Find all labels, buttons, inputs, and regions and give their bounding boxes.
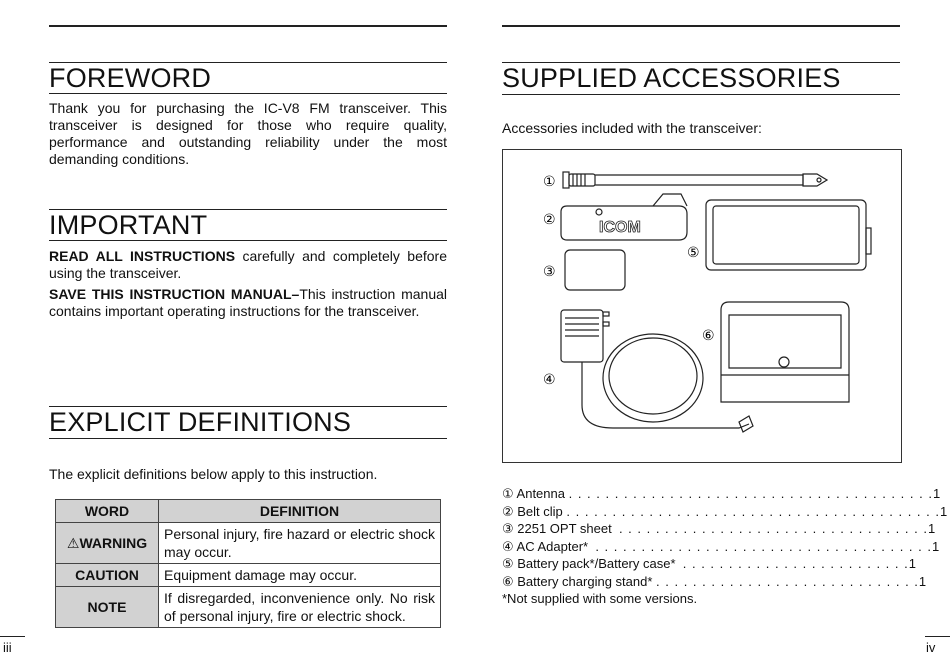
table-row xyxy=(56,523,441,564)
accessories-illustration xyxy=(502,149,902,463)
bottom-rule-right xyxy=(925,636,950,637)
list-item xyxy=(502,573,947,591)
list-item xyxy=(502,538,947,556)
foreword-underline xyxy=(49,93,447,94)
accessories-underline xyxy=(502,94,900,95)
list-item xyxy=(502,485,947,503)
important-p1-bold: READ ALL INSTRUCTIONS xyxy=(49,248,236,264)
page-number-right: iv xyxy=(926,640,936,655)
leader-dots: . . . . . . . . . . . . . . . . . . . . . . . . . xyxy=(682,556,909,571)
definition-note: If disregarded, inconvenience only. No risk of personal injury, fire or electric shock. xyxy=(159,587,441,628)
important-heading: IMPORTANT xyxy=(49,210,208,240)
definitions-heading: EXPLICIT DEFINITIONS xyxy=(49,407,352,437)
bottom-rule-left xyxy=(0,636,25,637)
col-definition-header: DEFINITION xyxy=(159,500,441,523)
word-note: NOTE xyxy=(56,587,159,628)
definition-caution: Equipment damage may occur. xyxy=(159,564,441,587)
word-caution: CAUTION xyxy=(56,564,159,587)
word-warning: ⚠WARNING xyxy=(56,523,159,564)
callout-5: ⑤ xyxy=(687,244,700,260)
callout-2: ② xyxy=(543,211,556,227)
definitions-underline xyxy=(49,438,447,439)
accessory-qty: 1 xyxy=(932,538,940,554)
callout-6: ⑥ xyxy=(702,327,715,343)
battery-pack-icon xyxy=(706,200,871,270)
foreword-heading: FOREWORD xyxy=(49,63,212,93)
col-word-header: WORD xyxy=(56,500,159,523)
accessory-label: ② Belt clip xyxy=(502,503,563,519)
accessory-label: ⑥ Battery charging stand* xyxy=(502,573,653,589)
list-item xyxy=(502,520,947,538)
leader-dots: . . . . . . . . . . . . . . . . . . . . . . . . . . . . . . . . . . . . . . . . . xyxy=(566,503,940,519)
accessories-heading: SUPPLIED ACCESSORIES xyxy=(502,63,841,93)
page-number-left: iii xyxy=(3,640,12,655)
table-header-row xyxy=(56,500,441,523)
accessory-qty: 1 xyxy=(927,521,936,536)
important-paragraph-1 xyxy=(49,248,447,282)
accessory-label: ③ 2251 OPT sheet xyxy=(502,521,612,536)
charging-stand-icon xyxy=(721,302,849,402)
important-p2-bold: SAVE THIS INSTRUCTION MANUAL– xyxy=(49,286,300,302)
leader-dots: . . . . . . . . . . . . . . . . . . . . . . . . . . . . . . . . . . xyxy=(618,521,928,536)
important-underline xyxy=(49,240,447,241)
belt-clip-icon xyxy=(561,194,687,240)
accessory-list xyxy=(502,485,947,608)
ac-adapter-icon xyxy=(561,310,753,432)
definitions-table xyxy=(55,499,441,628)
callout-1: ① xyxy=(543,173,556,189)
definitions-intro: The explicit definitions below apply to this instruction. xyxy=(49,466,378,482)
accessory-label: ④ AC Adapter* xyxy=(502,538,589,554)
leader-dots: . . . . . . . . . . . . . . . . . . . . . . . . . . . . . . . . . . . . . xyxy=(595,538,932,554)
definition-warning: Personal injury, fire hazard or electric shock may occur. xyxy=(159,523,441,564)
top-rule-left xyxy=(49,25,447,27)
footnote: *Not supplied with some versions. xyxy=(502,591,698,606)
accessory-label: ⑤ Battery pack*/Battery case* xyxy=(502,556,676,571)
antenna-icon xyxy=(563,172,827,188)
important-paragraph-2 xyxy=(49,286,447,320)
table-row xyxy=(56,587,441,628)
important-p2-text: This instruction manual contains important operating instructions for the transceiver. xyxy=(49,286,447,319)
list-item xyxy=(502,503,947,521)
accessory-label: ① Antenna xyxy=(502,486,565,501)
list-item xyxy=(502,555,947,573)
table-row xyxy=(56,564,441,587)
callout-3: ③ xyxy=(543,263,556,279)
opt-sheet-icon xyxy=(565,250,625,290)
important-p1-text: carefully and completely before using the transceiver. xyxy=(49,248,447,281)
accessory-qty: 1 xyxy=(918,573,927,589)
top-rule-right xyxy=(502,25,900,27)
accessories-intro: Accessories included with the transceiver: xyxy=(502,120,762,136)
icom-logo: ICOM xyxy=(599,219,641,236)
leader-dots: . . . . . . . . . . . . . . . . . . . . . . . . . . . . . . . . . . . . . . . . xyxy=(568,486,933,501)
accessories-drawing xyxy=(503,150,901,462)
accessory-qty: 1 xyxy=(932,486,941,501)
foreword-text: Thank you for purchasing the IC-V8 FM transceiver. This transceiver is designed for those who require quality, performance and outstanding reliability under the most demanding conditions. xyxy=(49,100,447,167)
accessory-qty: 1 xyxy=(939,503,948,519)
callout-4: ④ xyxy=(543,371,556,387)
leader-dots: . . . . . . . . . . . . . . . . . . . . . . . . . . . . . xyxy=(656,573,919,589)
accessory-qty: 1 xyxy=(908,556,916,571)
